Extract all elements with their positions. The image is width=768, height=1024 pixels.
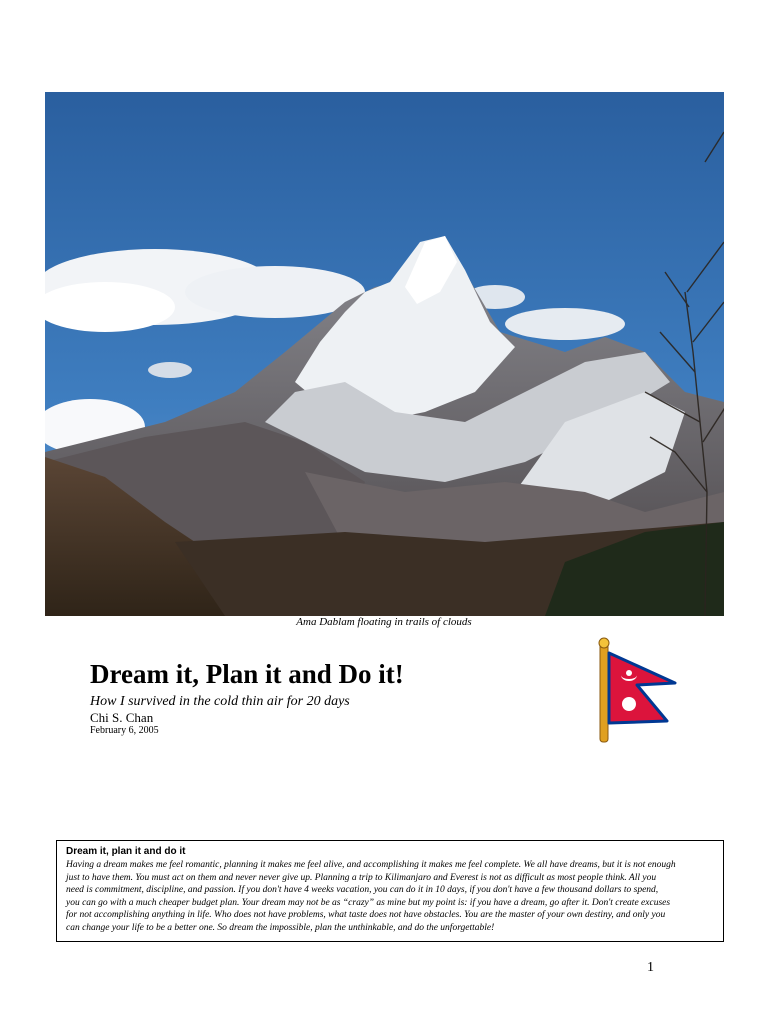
nepal-flag-icon (595, 637, 681, 745)
summary-box (56, 840, 724, 942)
summary-line: just to have them. You must act on them and never never give up. Planning a trip to Kilimanjaro and Everest is not as difficult as most people think. All you (66, 872, 657, 883)
page-number: 1 (647, 960, 654, 975)
mountain-photo (45, 92, 724, 616)
document-date: February 6, 2005 (90, 725, 159, 736)
summary-line: need is commitment, discipline, and passion. If you don't have 4 weeks vacation, you can do it in 10 days, if you don't have a few thousand dollars to spend, (66, 885, 659, 896)
document-title: Dream it, Plan it and Do it! (90, 659, 404, 689)
summary-line: for not accomplishing anything in life. Who does not have problems, what taste does not have obstacles. You are the master of your own destiny, and only you (66, 910, 666, 921)
summary-heading: Dream it, plan it and do it (66, 846, 186, 857)
author-name: Chi S. Chan (90, 710, 154, 725)
document-subtitle: How I survived in the cold thin air for 20 days (90, 694, 350, 709)
photo-caption: Ama Dablam floating in trails of clouds (296, 616, 472, 628)
summary-line: Having a dream makes me feel romantic, planning it makes me feel alive, and accomplishing it makes me feel complete. We all have dreams, but it is not enough (66, 860, 676, 870)
summary-line: you can go with a much cheaper budget plan. Your dream may not be as “crazy” as mine but my point is: if you have a dream, go after it. Don't create excuses (66, 897, 671, 908)
summary-line: can change your life to be a better one. So dream the impossible, plan the unthinkable, and do the unforgettable! (66, 922, 495, 933)
